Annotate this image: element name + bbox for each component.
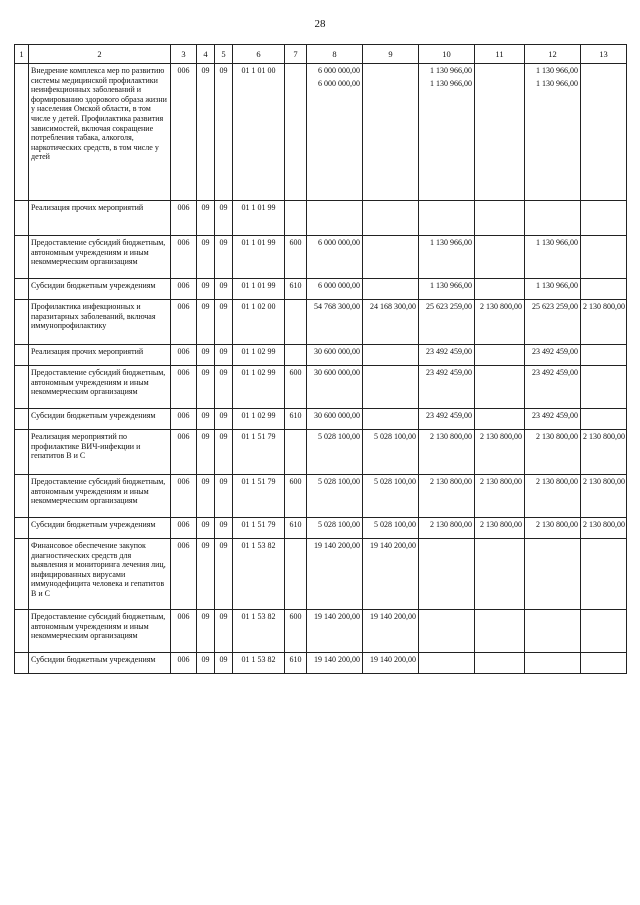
column-number: 13 bbox=[581, 45, 627, 64]
amount-cell-c11 bbox=[475, 610, 525, 653]
table-row bbox=[15, 64, 627, 201]
amount-cell-c13 bbox=[581, 653, 627, 674]
amount-value: 2 130 800,00 bbox=[583, 432, 625, 441]
amount-value: 2 130 800,00 bbox=[430, 432, 472, 441]
amount-cell-c11 bbox=[475, 201, 525, 236]
table-body bbox=[15, 64, 627, 674]
row-description: Субсидии бюджетным учреждениям bbox=[29, 653, 171, 674]
amount-value: 19 140 200,00 bbox=[370, 612, 416, 621]
amount-value: 1 130 966,00 bbox=[430, 238, 472, 247]
amount-cell-c12 bbox=[525, 653, 581, 674]
amount-cell-c9 bbox=[363, 610, 419, 653]
row-index-cell bbox=[15, 610, 29, 653]
table-row bbox=[15, 610, 627, 653]
amount-value: 1 130 966,00 bbox=[430, 66, 472, 75]
ministry-code: 006 bbox=[171, 236, 197, 279]
amount-cell-c8 bbox=[307, 539, 363, 610]
table-row bbox=[15, 279, 627, 300]
subsection-code: 09 bbox=[215, 279, 233, 300]
amount-cell-c13 bbox=[581, 518, 627, 539]
subsection-code: 09 bbox=[215, 653, 233, 674]
amount-cell-c10 bbox=[419, 279, 475, 300]
amount-value: 5 028 100,00 bbox=[374, 477, 416, 486]
expense-type-code bbox=[285, 345, 307, 366]
amount-value: 19 140 200,00 bbox=[314, 612, 360, 621]
row-description: Реализация прочих мероприятий bbox=[29, 345, 171, 366]
column-number: 5 bbox=[215, 45, 233, 64]
expense-type-code bbox=[285, 64, 307, 201]
amount-cell-c12 bbox=[525, 201, 581, 236]
ministry-code: 006 bbox=[171, 610, 197, 653]
row-index-cell bbox=[15, 653, 29, 674]
subsection-code: 09 bbox=[215, 610, 233, 653]
subsection-code: 09 bbox=[215, 345, 233, 366]
amount-cell-c13 bbox=[581, 475, 627, 518]
amount-value: 5 028 100,00 bbox=[374, 432, 416, 441]
amount-value: 6 000 000,00 bbox=[318, 66, 360, 75]
subsection-code: 09 bbox=[215, 366, 233, 409]
table-row bbox=[15, 409, 627, 430]
amount-cell-c8 bbox=[307, 366, 363, 409]
amount-value: 1 130 966,00 bbox=[536, 78, 578, 88]
section-code: 09 bbox=[197, 236, 215, 279]
amount-cell-c13 bbox=[581, 366, 627, 409]
table-row bbox=[15, 539, 627, 610]
amount-cell-c13 bbox=[581, 610, 627, 653]
amount-value: 23 492 459,00 bbox=[532, 347, 578, 356]
table-row bbox=[15, 300, 627, 345]
amount-value: 19 140 200,00 bbox=[314, 541, 360, 550]
target-article-code: 01 1 53 82 bbox=[233, 539, 285, 610]
amount-cell-c12 bbox=[525, 539, 581, 610]
amount-cell-c9 bbox=[363, 475, 419, 518]
page-number: 28 bbox=[314, 18, 326, 30]
amount-cell-c8 bbox=[307, 345, 363, 366]
amount-cell-c12 bbox=[525, 300, 581, 345]
section-code: 09 bbox=[197, 610, 215, 653]
amount-value: 2 130 800,00 bbox=[480, 520, 522, 529]
ministry-code: 006 bbox=[171, 409, 197, 430]
amount-cell-c13 bbox=[581, 64, 627, 201]
row-description: Финансовое обеспечение закупок диагностических средств для выявления и мониторинга лечения лиц, инфицированных вирусами иммунодефицита человека и гепатитов В и С bbox=[29, 539, 171, 610]
expense-type-code bbox=[285, 539, 307, 610]
target-article-code: 01 1 02 99 bbox=[233, 366, 285, 409]
table-row bbox=[15, 475, 627, 518]
amount-cell-c10 bbox=[419, 539, 475, 610]
target-article-code: 01 1 51 79 bbox=[233, 475, 285, 518]
row-description: Субсидии бюджетным учреждениям bbox=[29, 279, 171, 300]
amount-cell-c13 bbox=[581, 300, 627, 345]
row-index-cell bbox=[15, 279, 29, 300]
amount-cell-c11 bbox=[475, 64, 525, 201]
amount-cell-c10 bbox=[419, 430, 475, 475]
amount-cell-c10 bbox=[419, 610, 475, 653]
amount-cell-c12 bbox=[525, 610, 581, 653]
expense-type-code bbox=[285, 300, 307, 345]
ministry-code: 006 bbox=[171, 366, 197, 409]
ministry-code: 006 bbox=[171, 518, 197, 539]
expense-type-code: 600 bbox=[285, 236, 307, 279]
amount-cell-c13 bbox=[581, 201, 627, 236]
expense-type-code bbox=[285, 430, 307, 475]
amount-cell-c13 bbox=[581, 279, 627, 300]
expense-type-code: 610 bbox=[285, 653, 307, 674]
section-code: 09 bbox=[197, 475, 215, 518]
ministry-code: 006 bbox=[171, 653, 197, 674]
amount-value: 2 130 800,00 bbox=[583, 302, 625, 311]
target-article-code: 01 1 02 00 bbox=[233, 300, 285, 345]
row-description: Реализация прочих мероприятий bbox=[29, 201, 171, 236]
amount-value: 2 130 800,00 bbox=[536, 432, 578, 441]
section-code: 09 bbox=[197, 64, 215, 201]
expense-type-code bbox=[285, 201, 307, 236]
expense-type-code: 610 bbox=[285, 518, 307, 539]
row-description: Субсидии бюджетным учреждениям bbox=[29, 518, 171, 539]
amount-value: 30 600 000,00 bbox=[314, 347, 360, 356]
amount-cell-c9 bbox=[363, 539, 419, 610]
amount-cell-c12 bbox=[525, 279, 581, 300]
amount-value: 25 623 259,00 bbox=[532, 302, 578, 311]
table-row bbox=[15, 653, 627, 674]
target-article-code: 01 1 02 99 bbox=[233, 345, 285, 366]
amount-value: 5 028 100,00 bbox=[318, 520, 360, 529]
amount-cell-c11 bbox=[475, 279, 525, 300]
row-description: Предоставление субсидий бюджетным, автономным учреждениям и иным некоммерческим организациям bbox=[29, 366, 171, 409]
subsection-code: 09 bbox=[215, 430, 233, 475]
column-number: 11 bbox=[475, 45, 525, 64]
section-code: 09 bbox=[197, 653, 215, 674]
amount-value: 2 130 800,00 bbox=[536, 477, 578, 486]
ministry-code: 006 bbox=[171, 475, 197, 518]
amount-value: 23 492 459,00 bbox=[426, 347, 472, 356]
section-code: 09 bbox=[197, 279, 215, 300]
amount-cell-c12 bbox=[525, 236, 581, 279]
amount-value: 25 623 259,00 bbox=[426, 302, 472, 311]
column-number: 4 bbox=[197, 45, 215, 64]
row-index-cell bbox=[15, 366, 29, 409]
amount-cell-c8 bbox=[307, 201, 363, 236]
amount-cell-c10 bbox=[419, 409, 475, 430]
column-number: 1 bbox=[15, 45, 29, 64]
amount-value: 5 028 100,00 bbox=[374, 520, 416, 529]
amount-value: 23 492 459,00 bbox=[532, 411, 578, 420]
amount-cell-c12 bbox=[525, 518, 581, 539]
amount-cell-c10 bbox=[419, 345, 475, 366]
amount-cell-c11 bbox=[475, 430, 525, 475]
ministry-code: 006 bbox=[171, 279, 197, 300]
amount-cell-c13 bbox=[581, 345, 627, 366]
amount-value: 5 028 100,00 bbox=[318, 477, 360, 486]
amount-value: 23 492 459,00 bbox=[426, 368, 472, 377]
amount-cell-c9 bbox=[363, 279, 419, 300]
row-index-cell bbox=[15, 475, 29, 518]
amount-cell-c9 bbox=[363, 366, 419, 409]
row-index-cell bbox=[15, 345, 29, 366]
amount-value: 30 600 000,00 bbox=[314, 411, 360, 420]
target-article-code: 01 1 02 99 bbox=[233, 409, 285, 430]
amount-cell-c9 bbox=[363, 236, 419, 279]
budget-table bbox=[14, 44, 627, 674]
amount-value: 1 130 966,00 bbox=[536, 66, 578, 75]
row-index-cell bbox=[15, 201, 29, 236]
column-number: 2 bbox=[29, 45, 171, 64]
amount-value: 2 130 800,00 bbox=[480, 302, 522, 311]
amount-cell-c12 bbox=[525, 475, 581, 518]
amount-cell-c8 bbox=[307, 236, 363, 279]
amount-cell-c9 bbox=[363, 430, 419, 475]
amount-value: 1 130 966,00 bbox=[430, 78, 472, 88]
amount-cell-c13 bbox=[581, 430, 627, 475]
row-index-cell bbox=[15, 430, 29, 475]
amount-cell-c9 bbox=[363, 409, 419, 430]
amount-cell-c10 bbox=[419, 236, 475, 279]
amount-cell-c13 bbox=[581, 409, 627, 430]
target-article-code: 01 1 51 79 bbox=[233, 518, 285, 539]
amount-cell-c9 bbox=[363, 201, 419, 236]
target-article-code: 01 1 01 99 bbox=[233, 279, 285, 300]
amount-cell-c11 bbox=[475, 300, 525, 345]
amount-value: 30 600 000,00 bbox=[314, 368, 360, 377]
amount-cell-c11 bbox=[475, 236, 525, 279]
section-code: 09 bbox=[197, 409, 215, 430]
expense-type-code: 600 bbox=[285, 475, 307, 518]
target-article-code: 01 1 53 82 bbox=[233, 653, 285, 674]
section-code: 09 bbox=[197, 345, 215, 366]
amount-cell-c10 bbox=[419, 64, 475, 201]
amount-value: 2 130 800,00 bbox=[480, 432, 522, 441]
amount-value: 2 130 800,00 bbox=[536, 520, 578, 529]
subsection-code: 09 bbox=[215, 409, 233, 430]
amount-value: 1 130 966,00 bbox=[536, 281, 578, 290]
amount-value: 2 130 800,00 bbox=[583, 477, 625, 486]
subsection-code: 09 bbox=[215, 64, 233, 201]
amount-cell-c11 bbox=[475, 539, 525, 610]
amount-value: 2 130 800,00 bbox=[583, 520, 625, 529]
row-index-cell bbox=[15, 518, 29, 539]
amount-cell-c8 bbox=[307, 64, 363, 201]
row-index-cell bbox=[15, 409, 29, 430]
amount-cell-c8 bbox=[307, 610, 363, 653]
column-number: 9 bbox=[363, 45, 419, 64]
amount-cell-c12 bbox=[525, 64, 581, 201]
amount-cell-c11 bbox=[475, 475, 525, 518]
row-description: Предоставление субсидий бюджетным, автономным учреждениям и иным некоммерческим организациям bbox=[29, 475, 171, 518]
amount-value: 2 130 800,00 bbox=[430, 477, 472, 486]
ministry-code: 006 bbox=[171, 539, 197, 610]
amount-value: 24 168 300,00 bbox=[370, 302, 416, 311]
row-index-cell bbox=[15, 300, 29, 345]
target-article-code: 01 1 51 79 bbox=[233, 430, 285, 475]
amount-cell-c8 bbox=[307, 300, 363, 345]
table-row bbox=[15, 201, 627, 236]
subsection-code: 09 bbox=[215, 300, 233, 345]
amount-cell-c13 bbox=[581, 236, 627, 279]
amount-cell-c10 bbox=[419, 653, 475, 674]
amount-value: 19 140 200,00 bbox=[370, 655, 416, 664]
ministry-code: 006 bbox=[171, 300, 197, 345]
table-row bbox=[15, 366, 627, 409]
section-code: 09 bbox=[197, 430, 215, 475]
amount-cell-c10 bbox=[419, 475, 475, 518]
row-description: Предоставление субсидий бюджетным, автономным учреждениям и иным некоммерческим организациям bbox=[29, 236, 171, 279]
row-description: Внедрение комплекса мер по развитию системы медицинской профилактики неинфекционных заболеваний и формированию здорового образа жизни у населения Омской области, в том числе у детей. Профилактика развития зависимостей, включая сокращение потребления табака, алкоголя, наркотических средств, в том числе у детей bbox=[29, 64, 171, 201]
amount-cell-c9 bbox=[363, 300, 419, 345]
amount-value: 6 000 000,00 bbox=[318, 281, 360, 290]
amount-cell-c8 bbox=[307, 430, 363, 475]
amount-cell-c8 bbox=[307, 653, 363, 674]
amount-value: 1 130 966,00 bbox=[430, 281, 472, 290]
amount-cell-c12 bbox=[525, 430, 581, 475]
subsection-code: 09 bbox=[215, 475, 233, 518]
row-description: Реализация мероприятий по профилактике ВИЧ-инфекции и гепатитов В и С bbox=[29, 430, 171, 475]
amount-value: 19 140 200,00 bbox=[370, 541, 416, 550]
column-number: 3 bbox=[171, 45, 197, 64]
column-number: 10 bbox=[419, 45, 475, 64]
column-number: 6 bbox=[233, 45, 285, 64]
expense-type-code: 610 bbox=[285, 279, 307, 300]
ministry-code: 006 bbox=[171, 430, 197, 475]
section-code: 09 bbox=[197, 201, 215, 236]
expense-type-code: 600 bbox=[285, 610, 307, 653]
amount-cell-c10 bbox=[419, 518, 475, 539]
row-index-cell bbox=[15, 539, 29, 610]
table-row bbox=[15, 430, 627, 475]
ministry-code: 006 bbox=[171, 201, 197, 236]
row-index-cell bbox=[15, 236, 29, 279]
amount-value: 23 492 459,00 bbox=[532, 368, 578, 377]
section-code: 09 bbox=[197, 366, 215, 409]
amount-cell-c13 bbox=[581, 539, 627, 610]
amount-value: 19 140 200,00 bbox=[314, 655, 360, 664]
amount-cell-c10 bbox=[419, 201, 475, 236]
subsection-code: 09 bbox=[215, 201, 233, 236]
amount-cell-c9 bbox=[363, 518, 419, 539]
subsection-code: 09 bbox=[215, 236, 233, 279]
ministry-code: 006 bbox=[171, 64, 197, 201]
amount-cell-c8 bbox=[307, 518, 363, 539]
row-description: Субсидии бюджетным учреждениям bbox=[29, 409, 171, 430]
amount-value: 2 130 800,00 bbox=[480, 477, 522, 486]
section-code: 09 bbox=[197, 300, 215, 345]
amount-cell-c8 bbox=[307, 409, 363, 430]
amount-cell-c10 bbox=[419, 300, 475, 345]
amount-value: 6 000 000,00 bbox=[318, 78, 360, 88]
amount-value: 54 768 300,00 bbox=[314, 302, 360, 311]
target-article-code: 01 1 53 82 bbox=[233, 610, 285, 653]
column-number-row bbox=[15, 45, 627, 64]
amount-cell-c11 bbox=[475, 345, 525, 366]
amount-cell-c8 bbox=[307, 475, 363, 518]
table-row bbox=[15, 518, 627, 539]
amount-value: 2 130 800,00 bbox=[430, 520, 472, 529]
amount-cell-c11 bbox=[475, 366, 525, 409]
target-article-code: 01 1 01 00 bbox=[233, 64, 285, 201]
amount-cell-c9 bbox=[363, 345, 419, 366]
column-number: 7 bbox=[285, 45, 307, 64]
amount-cell-c8 bbox=[307, 279, 363, 300]
row-index-cell bbox=[15, 64, 29, 201]
ministry-code: 006 bbox=[171, 345, 197, 366]
amount-cell-c10 bbox=[419, 366, 475, 409]
expense-type-code: 610 bbox=[285, 409, 307, 430]
amount-cell-c11 bbox=[475, 518, 525, 539]
row-description: Предоставление субсидий бюджетным, автономным учреждениям и иным некоммерческим организациям bbox=[29, 610, 171, 653]
amount-value: 6 000 000,00 bbox=[318, 238, 360, 247]
amount-value: 23 492 459,00 bbox=[426, 411, 472, 420]
amount-cell-c12 bbox=[525, 409, 581, 430]
amount-cell-c9 bbox=[363, 64, 419, 201]
target-article-code: 01 1 01 99 bbox=[233, 236, 285, 279]
table-row bbox=[15, 345, 627, 366]
amount-cell-c11 bbox=[475, 409, 525, 430]
column-number: 12 bbox=[525, 45, 581, 64]
section-code: 09 bbox=[197, 539, 215, 610]
table-row bbox=[15, 236, 627, 279]
section-code: 09 bbox=[197, 518, 215, 539]
subsection-code: 09 bbox=[215, 539, 233, 610]
amount-cell-c12 bbox=[525, 366, 581, 409]
amount-value: 1 130 966,00 bbox=[536, 238, 578, 247]
amount-cell-c12 bbox=[525, 345, 581, 366]
amount-value: 5 028 100,00 bbox=[318, 432, 360, 441]
amount-cell-c9 bbox=[363, 653, 419, 674]
column-number: 8 bbox=[307, 45, 363, 64]
amount-cell-c11 bbox=[475, 653, 525, 674]
expense-type-code: 600 bbox=[285, 366, 307, 409]
target-article-code: 01 1 01 99 bbox=[233, 201, 285, 236]
subsection-code: 09 bbox=[215, 518, 233, 539]
row-description: Профилактика инфекционных и паразитарных заболеваний, включая иммунопрофилактику bbox=[29, 300, 171, 345]
